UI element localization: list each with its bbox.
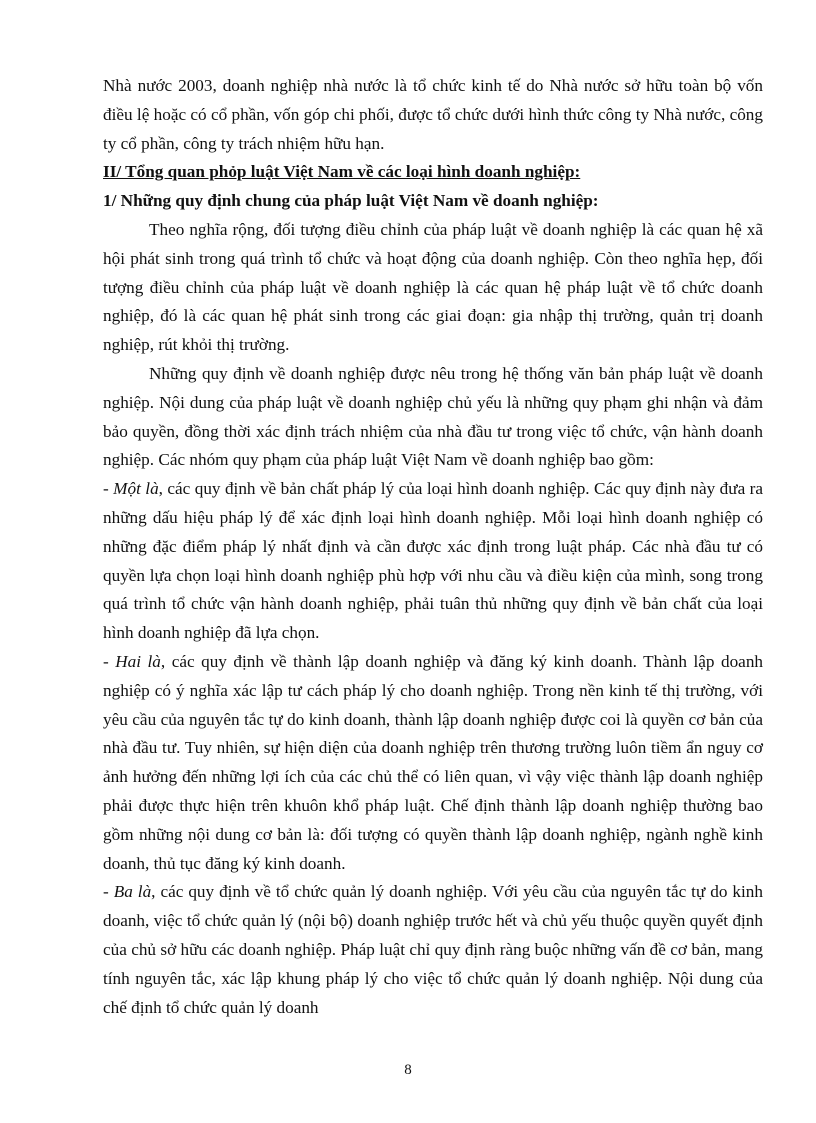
list-dash: - [103, 651, 116, 671]
list-item-label: Ba là [113, 882, 152, 902]
document-page [103, 72, 763, 1022]
list-item-2 [103, 648, 763, 878]
intro-paragraph: Nhà nước 2003, doanh nghiệp nhà nước là tổ chức kinh tế do Nhà nước sở hữu toàn bộ vốn điều lệ hoặc có cổ phần, vốn góp chi phối, được tổ chức dưới hình thức công ty Nhà nước, công ty cổ phần, công ty trách nhiệm hữu hạn. [103, 76, 763, 153]
list-item-label: Hai là [115, 651, 161, 671]
subsection-heading: 1/ Những quy định chung của pháp luật Việt Nam về doanh nghiệp: [103, 191, 599, 211]
page-number: 8 [404, 1062, 412, 1078]
list-item-1 [103, 475, 763, 648]
list-dash: - [103, 882, 114, 902]
list-item-3 [103, 878, 763, 1022]
list-item-text: , các quy định về thành lập doanh nghiệp và đăng ký kinh doanh. Thành lập doanh nghiệp có ý nghĩa xác lập tư cách pháp lý cho doanh nghiệp. Trong nền kinh tế thị trường, với yêu cầu của nguyên tắc tự do kinh doanh, thành lập doanh nghiệp được coi là quyền cơ bản của nhà đầu tư. Tuy nhiên, sự hiện diện của doanh nghiệp trên thương trường luôn tiềm ẩn nguy cơ ảnh hưởng đến những lợi ích của các chủ thể có liên quan, vì vậy việc thành lập doanh nghiệp phải được thực hiện trên khuôn khổ pháp luật. Chế định thành lập doanh nghiệp thường bao gồm những nội dung cơ bản là: đối tượng có quyền thành lập doanh nghiệp, ngành nghề kinh doanh, thủ tục đăng ký kinh doanh. [103, 651, 764, 873]
list-item-text: , các quy định về tổ chức quản lý doanh nghiệp. Với yêu cầu của nguyên tắc tự do kinh doanh, việc tổ chức quản lý (nội bộ) doanh nghiệp trước hết và chủ yếu thuộc quyền quyết định của chủ sở hữu các doanh nghiệp. Pháp luật chỉ quy định ràng buộc những vấn đề cơ bản, mang tính nguyên tắc, xác lập khung pháp lý cho việc tổ chức quản lý doanh nghiệp. Nội dung của chế định tổ chức quản lý doanh [103, 882, 763, 1017]
list-item-label: Một là [113, 479, 159, 499]
section-heading: II/ Tổng quan phỏp luật Việt Nam về các loại hình doanh nghiệp: [103, 162, 581, 182]
list-item-text: , các quy định về bản chất pháp lý của loại hình doanh nghiệp. Các quy định này đưa ra những dấu hiệu pháp lý để xác định loại hình doanh nghiệp. Mỗi loại hình doanh nghiệp có những đặc điểm pháp lý nhất định và cần được xác định trong luật pháp. Các nhà đầu tư có quyền lựa chọn loại hình doanh nghiệp phù hợp với nhu cầu và điều kiện của mình, song trong quá trình tổ chức vận hành doanh nghiệp, phải tuân thủ những quy định về bản chất của loại hình doanh nghiệp đã lựa chọn. [103, 479, 763, 643]
list-dash: - [103, 479, 114, 499]
body-paragraph-1: Theo nghĩa rộng, đối tượng điều chỉnh của pháp luật về doanh nghiệp là các quan hệ xã hội phát sinh trong quá trình tổ chức và hoạt động của doanh nghiệp. Còn theo nghĩa hẹp, đối tượng điều chỉnh của pháp luật về doanh nghiệp là các quan hệ pháp luật về tổ chức doanh nghiệp, đó là các quan hệ phát sinh trong các giai đoạn: gia nhập thị trường, quản trị doanh nghiệp, rút khỏi thị trường. [103, 219, 763, 355]
body-paragraph-2: Những quy định về doanh nghiệp được nêu trong hệ thống văn bản pháp luật về doanh nghiệp. Nội dung của pháp luật về doanh nghiệp chủ yếu là những quy phạm ghi nhận và đảm bảo quyền, đồng thời xác định trách nhiệm của nhà đầu tư trong việc tổ chức, vận hành doanh nghiệp. Các nhóm quy phạm của pháp luật Việt Nam về doanh nghiệp bao gồm: [103, 363, 763, 470]
